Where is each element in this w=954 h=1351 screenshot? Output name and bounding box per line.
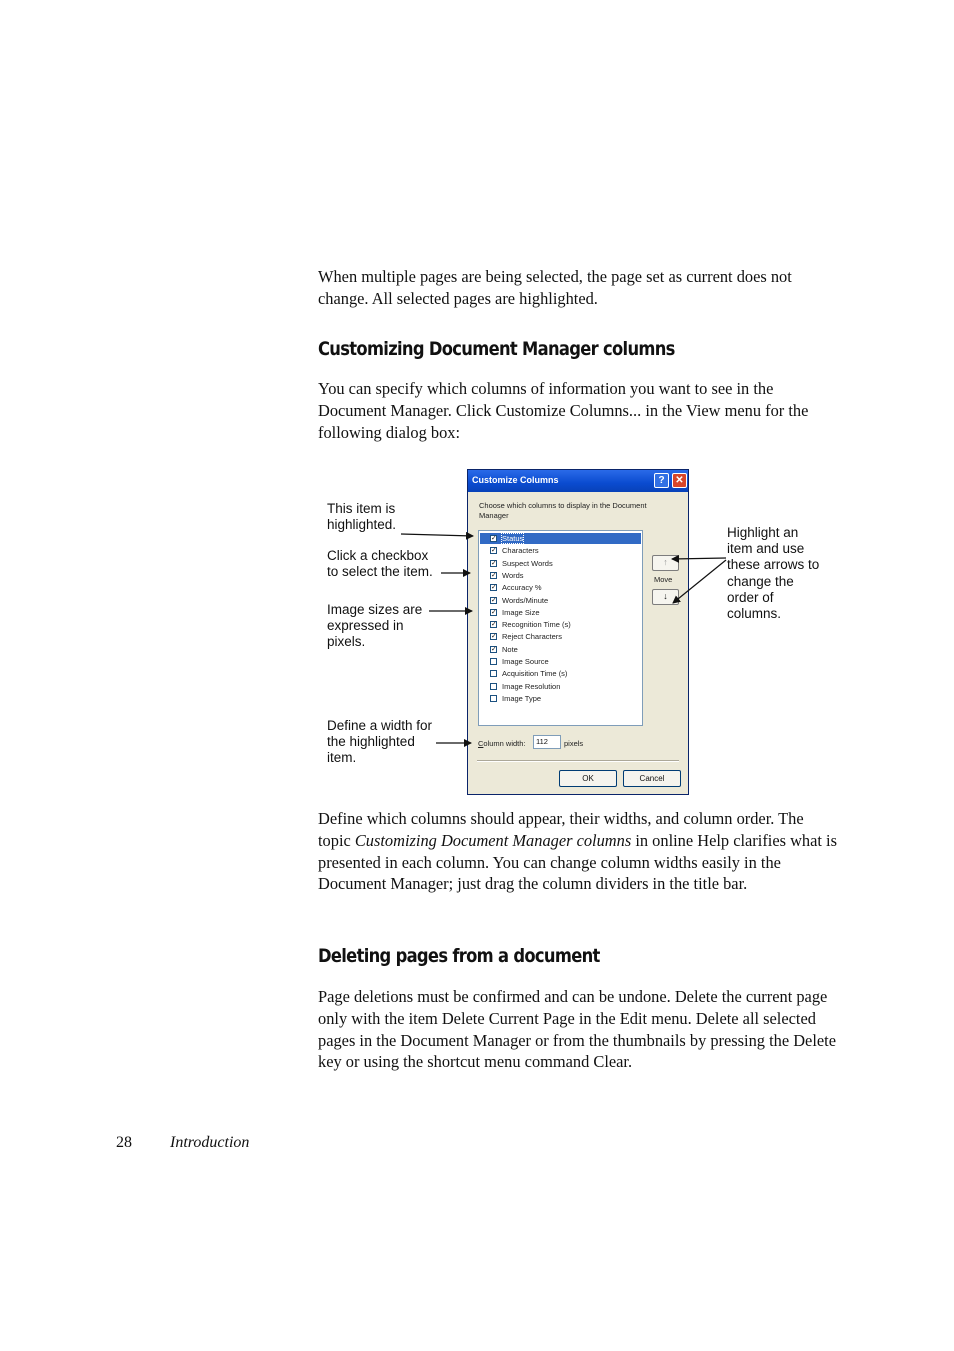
column-width-label: Column width: [478,739,526,748]
callout-line: highlighted. [327,517,397,533]
column-item-label: Note [502,644,518,654]
column-item-label: Accuracy % [502,583,542,593]
callout-line: order of [727,589,774,605]
column-item-label: Acquisition Time (s) [502,669,568,679]
column-item-label: Reject Characters [502,632,563,642]
arrow-highlighted [401,534,473,536]
column-item-label: Image Resolution [502,681,561,691]
customize-paragraph: You can specify which columns of information you want to see in the Document Manager. Click Customize Columns... in the View menu for the following dialog box: [318,379,809,442]
heading-deleting-pages: Deleting pages from a document [318,945,600,967]
page-number: 28 [116,1134,132,1151]
column-checkbox[interactable]: ✓ [491,559,497,567]
callout-line: expressed in [327,618,404,634]
callout-line: Highlight an [727,525,799,540]
callout-line: Click a checkbox [327,548,429,563]
intro-paragraph: When multiple pages are being selected, the page set as current does not change. All selected pages are highlighted. [318,267,792,308]
callout-line: Define a width for [327,718,433,733]
callout-line: This item is [327,501,396,516]
columns-description-paragraph: Define which columns should appear, their widths, and column order. The topic Customizing Document Manager columns in online Help clarifies what is presented in each column. You can change column widths easily in the Document Manager; just drag the column dividers in the title bar. [318,809,837,894]
heading-customizing-columns: Customizing Document Manager columns [318,338,675,360]
close-icon[interactable]: ✕ [672,473,687,488]
arrow-move-up [672,558,726,559]
column-item-label: Recognition Time (s) [502,620,571,630]
column-item-label: Suspect Words [502,558,553,568]
dialog-instruction: Choose which columns to display in the Document Manager [479,501,647,520]
callout-line: change the [727,573,794,589]
help-icon[interactable]: ? [654,473,669,488]
column-checkbox[interactable]: ✓ [491,535,497,542]
column-checkbox[interactable]: ✓ [491,584,497,592]
deleting-paragraph: Page deletions must be confirmed and can be undone. Delete the current page only with the item Delete Current Page in the Edit menu. Delete all selected pages in the Document Manager or from the thumbnails by pressing the Delete key or using the shortcut menu command Clear. [318,987,836,1072]
help-topic-reference: Customizing Document Manager columns [354,830,632,850]
arrow-move-down [673,560,726,603]
callout-line: the highlighted [327,734,415,750]
column-checkbox[interactable]: ✓ [491,571,497,579]
column-item-label: Image Source [502,657,549,666]
column-item-label: Words [502,570,524,580]
footer-section: Introduction [170,1134,250,1151]
column-width-input[interactable]: 112 [533,735,561,749]
callout-line: item and use [727,541,805,557]
column-checkbox[interactable]: ✓ [491,645,497,653]
pixels-label: pixels [564,739,584,748]
move-down-button[interactable]: ↓ [652,589,679,605]
callout-line: these arrows to [727,557,820,573]
callout-line: pixels. [327,634,366,650]
column-item-label: Characters [502,546,539,556]
column-checkbox[interactable]: ✓ [491,596,497,604]
callout-line: columns. [727,606,782,622]
column-checkbox[interactable]: ✓ [491,608,497,616]
move-label: Move [654,575,673,584]
dialog-title: Customize Columns [472,475,559,485]
column-checkbox[interactable]: ✓ [491,633,497,641]
move-up-button[interactable]: ↑ [652,555,679,571]
ok-button[interactable]: OK [559,770,617,787]
cancel-button[interactable]: Cancel [623,770,681,787]
callout-line: item. [327,750,357,766]
column-item-label: Words/Minute [502,595,549,605]
column-checkbox[interactable]: ✓ [491,621,497,629]
column-item-label: Status [502,534,524,543]
column-item-label: Image Type [502,693,542,703]
column-item-label: Image Size [502,607,540,617]
column-checkbox[interactable]: ✓ [491,547,497,555]
callout-line: Image sizes are [327,602,423,617]
callout-line: to select the item. [327,564,433,580]
